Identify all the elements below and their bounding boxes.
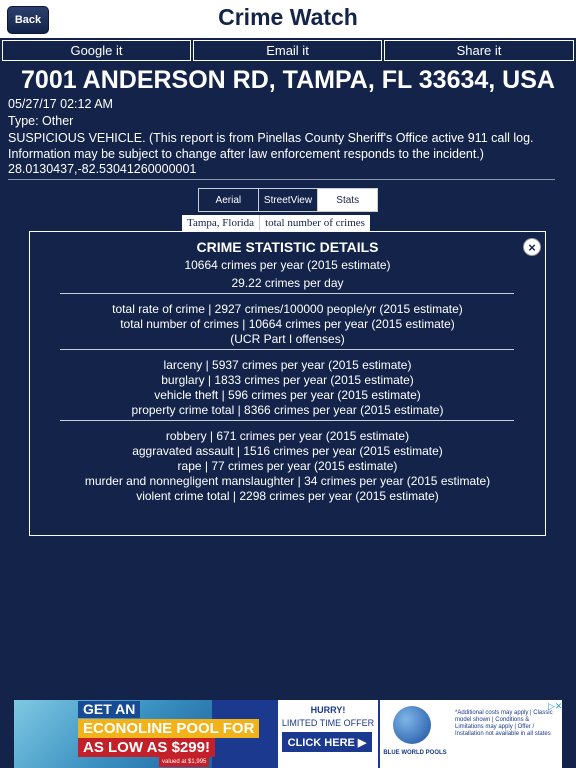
close-icon[interactable]: × (523, 238, 541, 256)
globe-icon (393, 706, 431, 744)
ad-offer (278, 700, 378, 768)
incident-datetime: 05/27/17 02:12 AM (8, 97, 113, 111)
tab-total-crimes[interactable]: total number of crimes (265, 217, 365, 229)
incident-description: SUSPICIOUS VEHICLE. (This report is from Pinellas County Sheriff's Office active 911 call log. Information may be subject to change after law enforcement responds to the incident.) (8, 131, 534, 161)
ad-click-button[interactable]: CLICK HERE ▶ (282, 732, 372, 752)
stat-murder: murder and nonnegligent manslaughter | 34 crimes per year (2015 estimate) (84, 474, 491, 488)
total-number: total number of crimes | 10664 crimes per year (2015 estimate) (120, 317, 455, 331)
segment-aerial[interactable]: Aerial (199, 189, 259, 211)
divider (60, 420, 514, 421)
action-bar (0, 38, 576, 63)
divider (60, 349, 514, 350)
navigation-bar (0, 0, 576, 38)
stat-rape: rape | 77 crimes per year (2015 estimate) (177, 459, 398, 473)
ad-valued: valued at $1,995 (159, 757, 209, 767)
ad-price: AS LOW AS $299! (78, 738, 215, 757)
ad-brand: BLUE WORLD POOLS (383, 750, 447, 756)
ad-limited: LIMITED TIME OFFER (281, 718, 375, 728)
ad-disclaimer: *Additional costs may apply | Classic model shown | Conditions & Limitations may apply | Offer / Installation not available in all states (455, 710, 553, 737)
divider (60, 293, 514, 294)
page-title: Crime Watch (218, 4, 358, 30)
total-rate: total rate of crime | 2927 crimes/100000 people/yr (2015 estimate) (112, 302, 463, 316)
stat-burglary: burglary | 1833 crimes per year (2015 estimate) (161, 373, 414, 387)
ad-banner[interactable] (14, 700, 562, 768)
stats-title: CRIME STATISTIC DETAILS (196, 239, 379, 255)
ucr-note: (UCR Part I offenses) (230, 332, 345, 346)
segment-stats[interactable]: Stats (318, 189, 377, 211)
stat-vehicle-theft: vehicle theft | 596 crimes per year (2015 estimate) (154, 388, 421, 402)
incident-type: Type: Other (8, 114, 74, 128)
adchoices-icon[interactable]: ▷✕ (548, 701, 562, 711)
summary-yearly: 10664 crimes per year (2015 estimate) (184, 258, 391, 272)
stat-robbery: robbery | 671 crimes per year (2015 estimate) (165, 429, 410, 443)
summary-daily: 29.22 crimes per day (231, 276, 344, 290)
stat-property-total: property crime total | 8366 crimes per year (2015 estimate) (131, 403, 444, 417)
stat-tabs (182, 215, 370, 231)
tab-location[interactable]: Tampa, Florida (182, 215, 260, 231)
share-it-button[interactable]: Share it (384, 40, 574, 61)
ad-logo (380, 700, 450, 768)
ad-disclaimer-box (450, 700, 562, 768)
stat-larceny: larceny | 5937 crimes per year (2015 estimate) (163, 358, 412, 372)
ad-headline-2: ECONOLINE POOL FOR (78, 719, 259, 738)
incident-address: 7001 ANDERSON RD, TAMPA, FL 33634, USA (21, 66, 555, 94)
google-it-button[interactable]: Google it (2, 40, 191, 61)
incident-coordinates: 28.0130437,-82.53041260000001 (8, 162, 197, 176)
ad-hurry: HURRY! (310, 705, 346, 715)
ad-headline: GET AN (78, 701, 140, 718)
back-button[interactable]: Back (7, 6, 49, 34)
divider (8, 179, 555, 180)
email-it-button[interactable]: Email it (193, 40, 382, 61)
view-segmented-control (198, 188, 378, 212)
stat-violent-total: violent crime total | 2298 crimes per year (2015 estimate) (136, 489, 439, 503)
stat-aggravated-assault: aggravated assault | 1516 crimes per year (2015 estimate) (132, 444, 443, 458)
segment-streetview[interactable]: StreetView (259, 189, 319, 211)
crime-stats-panel (29, 231, 546, 536)
